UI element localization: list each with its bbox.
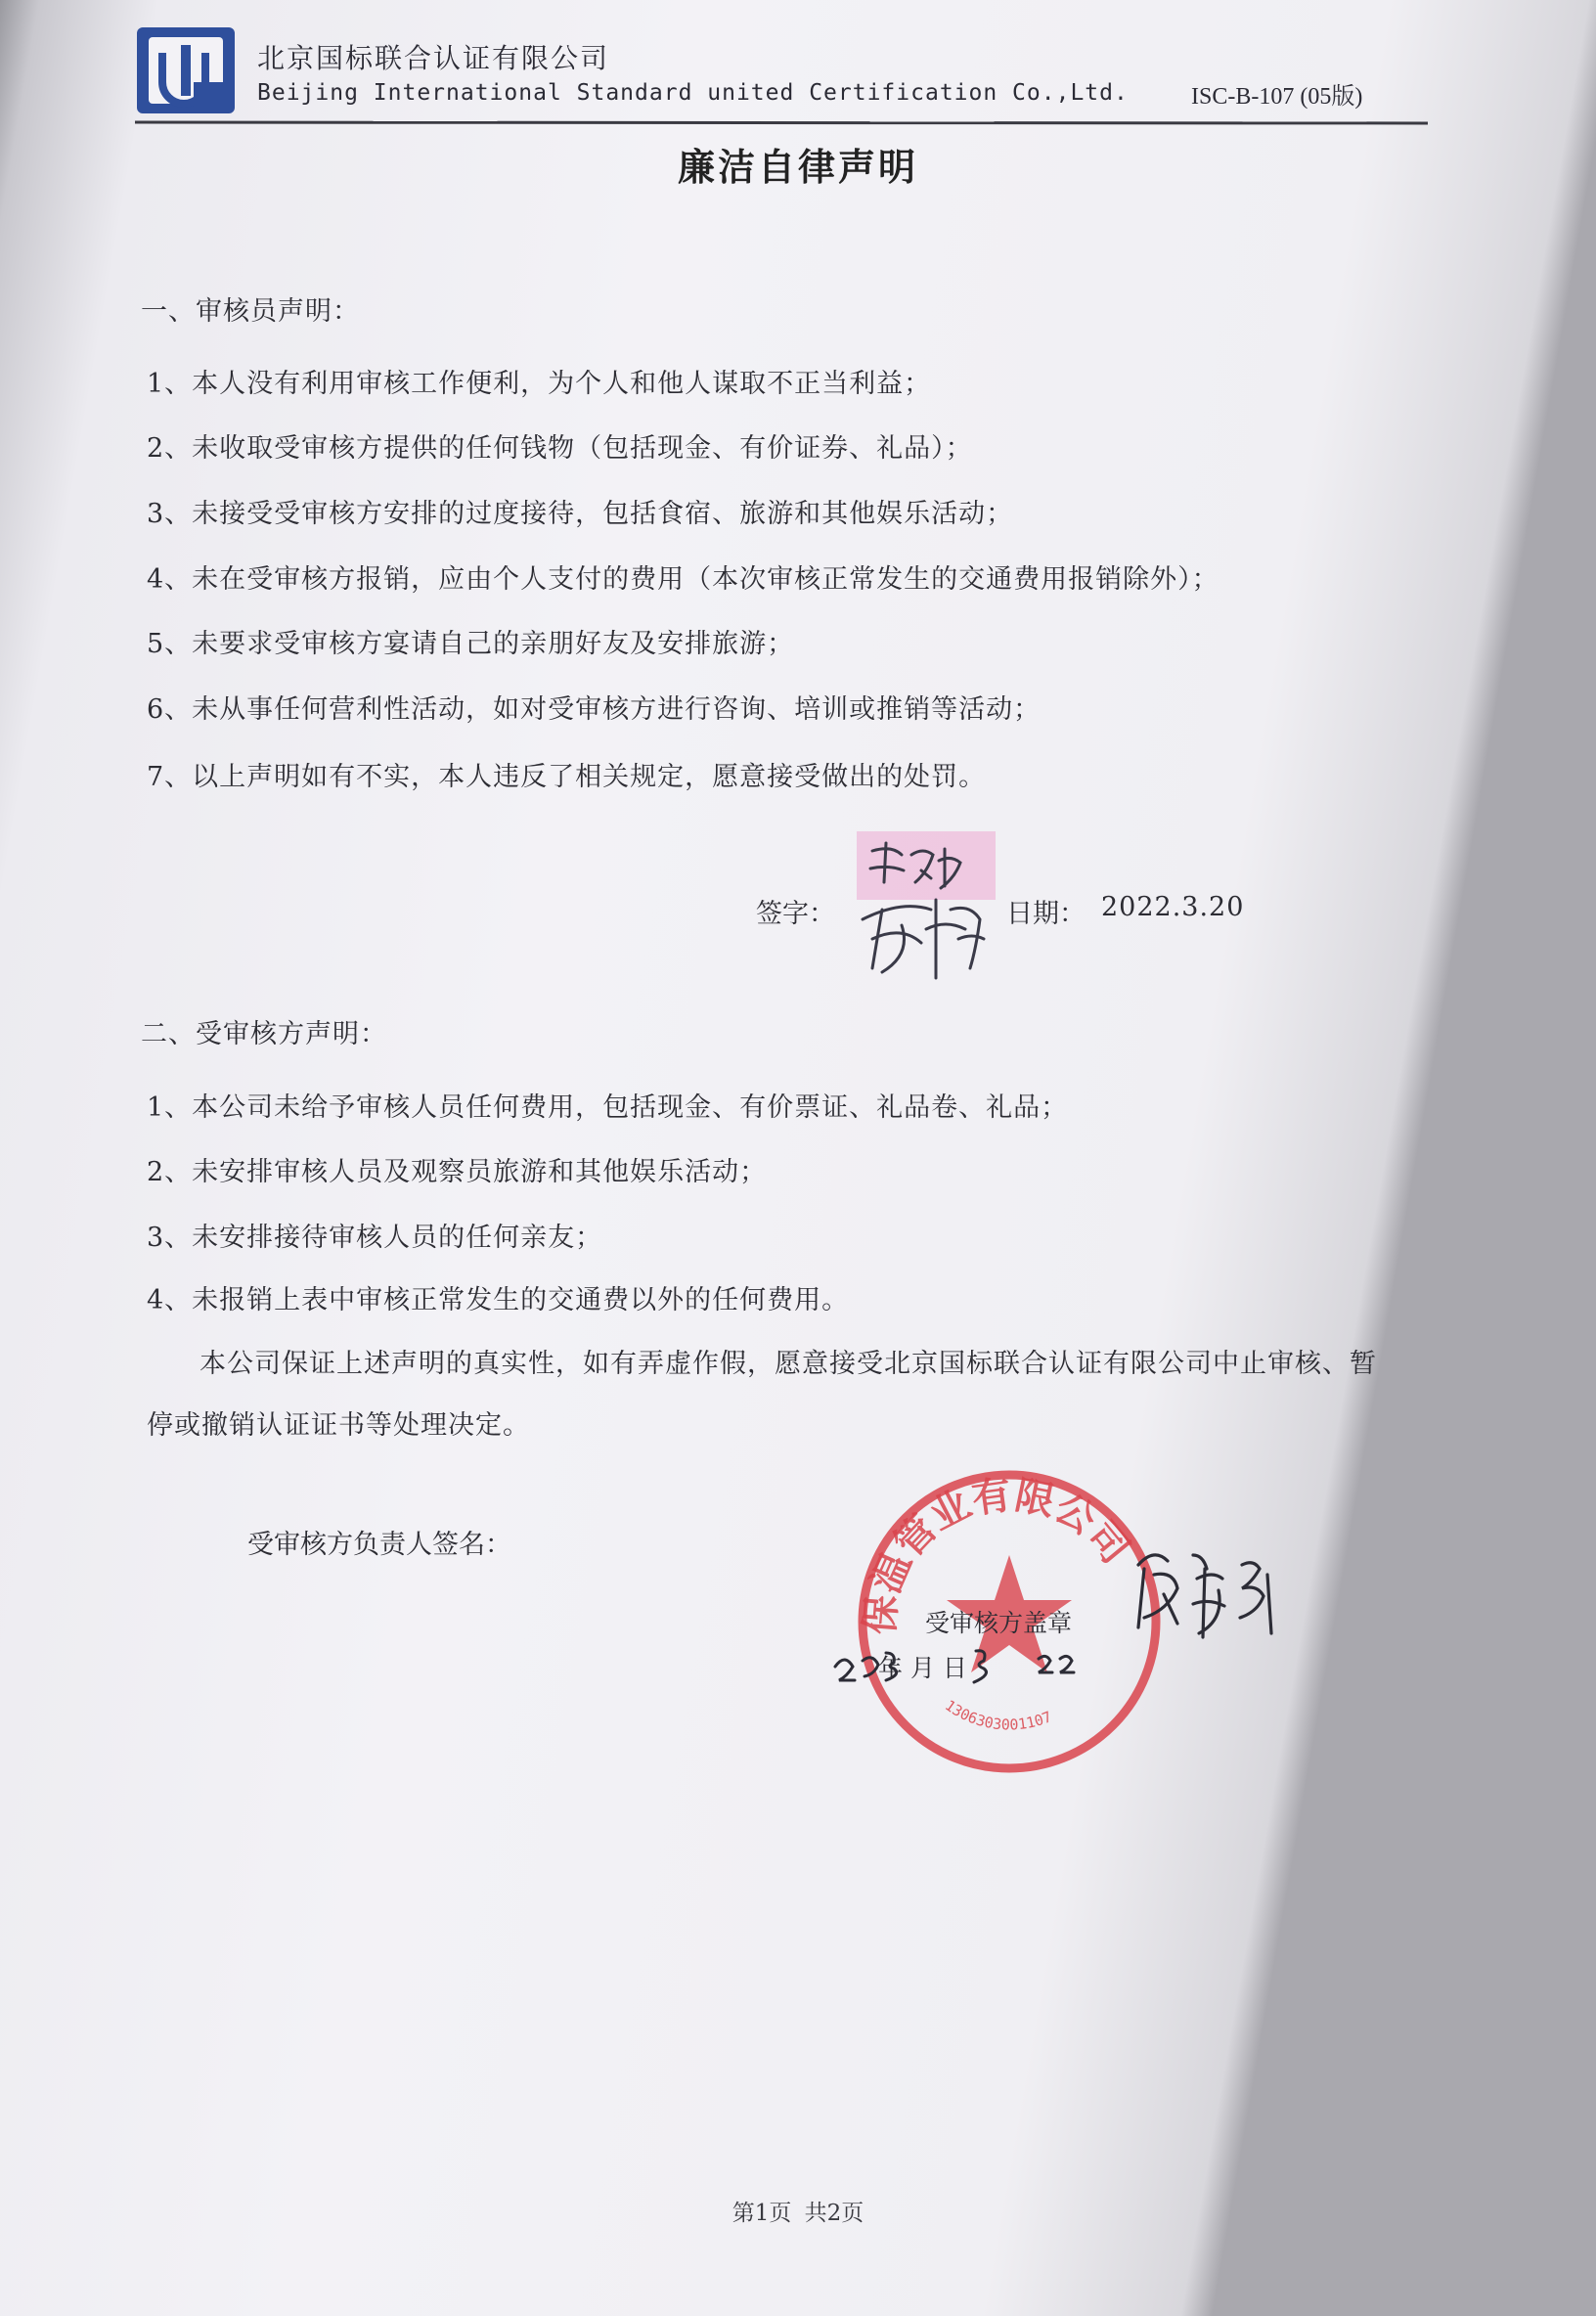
auditee-item: 4、未报销上表中审核正常发生的交通费以外的任何费用。 <box>147 1285 850 1315</box>
page-footer: 第1页 共2页 <box>732 2201 864 2226</box>
company-logo <box>135 23 237 117</box>
auditee-item: 3、未安排接待审核人员的任何亲友； <box>147 1223 603 1253</box>
seal-number: 1306303001107 <box>941 1696 1055 1734</box>
guarantee-text-line2: 停或撤销认证证书等处理决定。 <box>147 1410 530 1441</box>
auditor-item: 4、未在受审核方报销，应由个人支付的费用（本次审核正常发生的交通费用报销除外）； <box>147 564 1219 595</box>
auditor-item: 6、未从事任何营利性活动，如对受审核方进行咨询、培训或推销等活动； <box>147 694 1042 725</box>
auditor-signature <box>843 831 1009 988</box>
auditee-item: 1、本公司未给予审核人员任何费用，包括现金、有价票证、礼品卷、礼品； <box>147 1092 1069 1123</box>
auditor-heading: 一、审核员声明： <box>141 296 360 327</box>
form-code: ISC-B-107 (05版) <box>1191 84 1363 110</box>
signature-label: 签字： <box>756 899 835 929</box>
handwritten-date <box>829 1631 1123 1690</box>
seal-label: 受审核方盖章 <box>925 1609 1073 1637</box>
seal-company-text: 保温管业有限公司 <box>857 1472 1138 1636</box>
guarantee-text-line1: 本公司保证上述声明的真实性，如有弄虚作假，愿意接受北京国标联合认证有限公司中止审核、暂 <box>200 1349 1377 1379</box>
auditor-item: 1、本人没有利用审核工作便利，为个人和他人谋取不正当利益； <box>147 369 932 399</box>
auditee-item: 2、未安排审核人员及观察员旅游和其他娱乐活动； <box>147 1157 768 1187</box>
date-label: 日期： <box>1006 899 1086 929</box>
auditor-item: 7、以上声明如有不实，本人违反了相关规定，愿意接受做出的处罚。 <box>147 762 987 792</box>
company-name-en: Beijing International Standard united Certification Co.,Ltd. <box>257 80 1129 106</box>
date-value: 2022.3.20 <box>1101 892 1245 922</box>
responsible-person-label: 受审核方负责人签名： <box>247 1530 511 1560</box>
auditor-item: 2、未收取受审核方提供的任何钱物（包括现金、有价证券、礼品）； <box>147 433 973 464</box>
auditee-heading: 二、受审核方声明： <box>141 1019 387 1049</box>
auditor-item: 5、未要求受审核方宴请自己的亲朋好友及安排旅游； <box>147 629 795 659</box>
header-divider <box>135 121 1428 125</box>
company-name-cn: 北京国标联合认证有限公司 <box>257 42 610 74</box>
svg-text:1306303001107 <box>942 1697 1054 1734</box>
auditee-signature <box>1125 1536 1301 1653</box>
seal-date-suffix: 年 月 日 <box>878 1654 967 1682</box>
auditor-item: 3、未接受受审核方安排的过度接待，包括食宿、旅游和其他娱乐活动； <box>147 499 1014 529</box>
page-title: 廉洁自律声明 <box>677 146 918 189</box>
